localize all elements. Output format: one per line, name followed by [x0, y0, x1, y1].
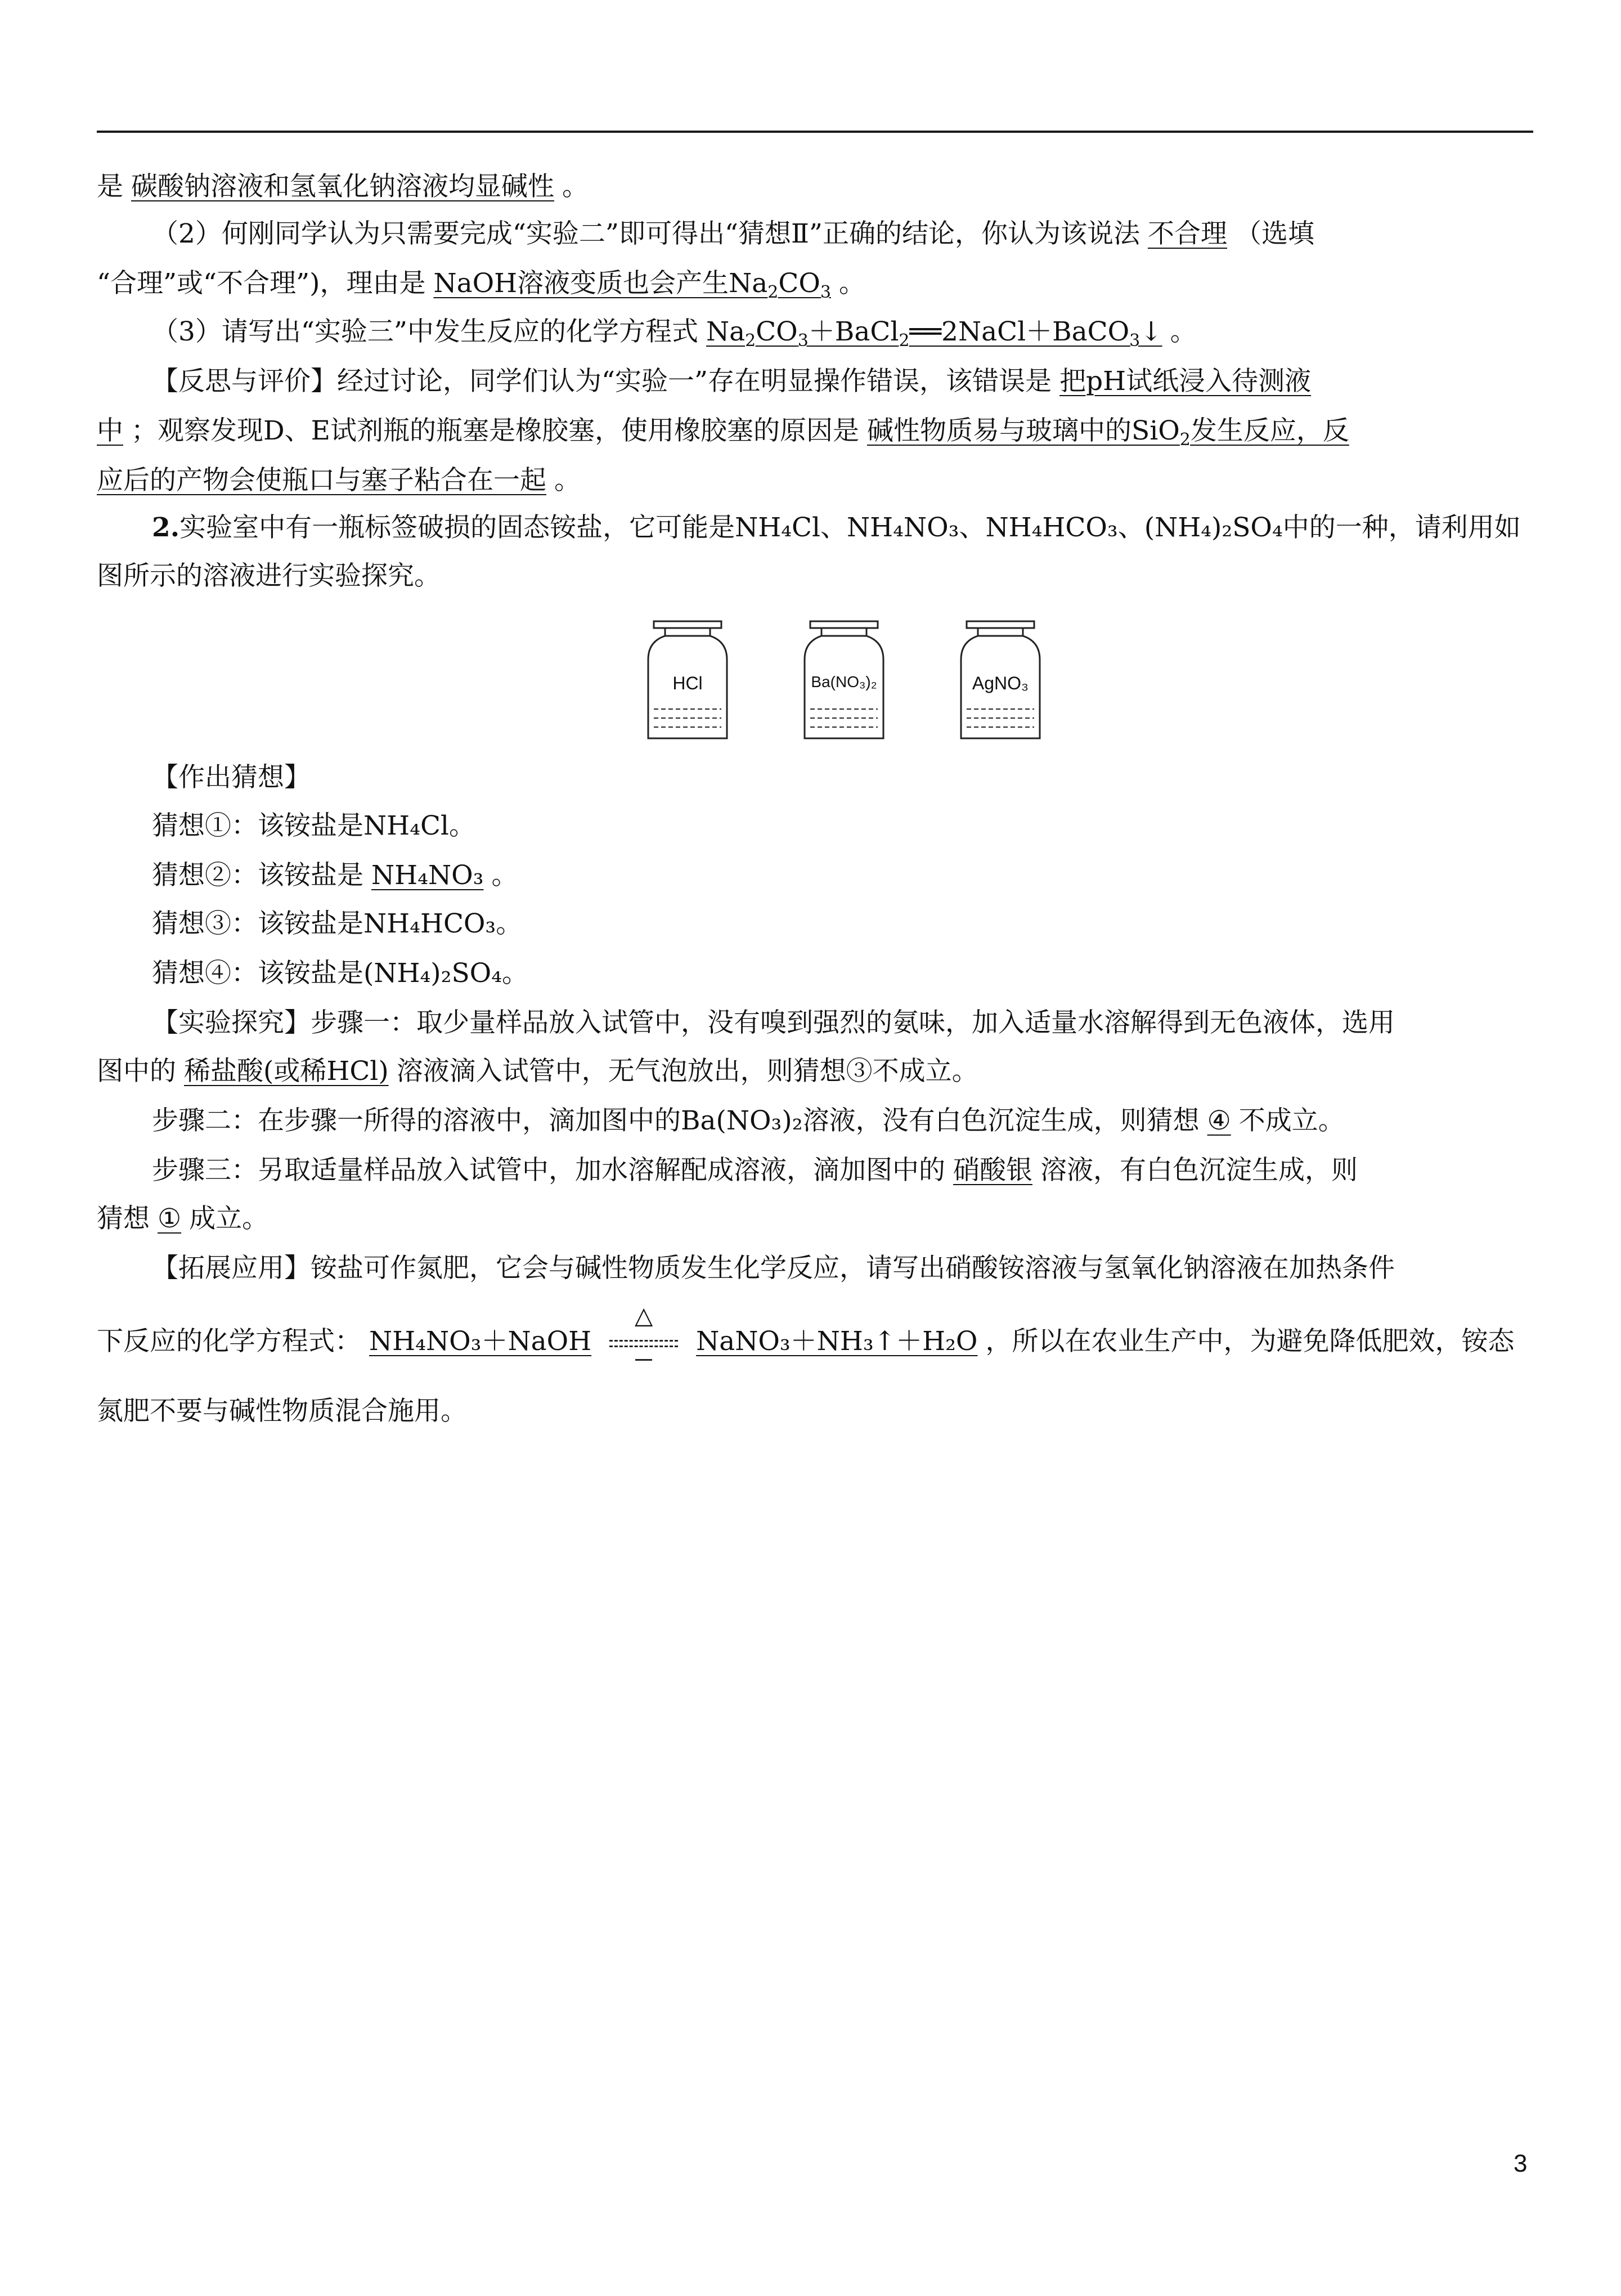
answer-blank: 硝酸银: [953, 1155, 1032, 1186]
answer-text: 碱性物质易与玻璃中的SiO: [867, 415, 1180, 446]
step-3: [152, 1153, 1533, 1189]
q1-line-3: [97, 266, 1533, 302]
guess-4: 猜想④：该铵盐是(NH₄)₂SO₄。: [152, 958, 529, 989]
heat-equals-sign: [607, 1302, 680, 1360]
text: （2）何刚同学认为只需要完成“实验二”即可得出“猜想Ⅱ”正确的结论，你认为该说法: [152, 218, 1140, 249]
subscript: 3: [797, 331, 809, 351]
answer-blank: ①: [158, 1203, 182, 1234]
text: 步骤三：另取适量样品放入试管中，加水溶解配成溶液，滴加图中的: [152, 1155, 945, 1186]
reagent-bottles-figure: [641, 619, 1047, 743]
answer-lhs: NH₄NO₃＋NaOH: [369, 1326, 592, 1357]
guess-1: 猜想①：该铵盐是NH₄Cl。: [152, 810, 475, 841]
q1-line-1: [97, 169, 1533, 205]
text: 。: [554, 465, 581, 496]
header-rule: [97, 131, 1533, 133]
equals-underline: [635, 1359, 652, 1361]
answer-blank: 稀盐酸(或稀HCl): [184, 1056, 389, 1087]
text: 猜想: [97, 1203, 150, 1234]
eq-part: ↓: [1140, 316, 1162, 347]
subscript: 3: [1129, 331, 1140, 351]
eq-part: ＋BaCl: [808, 316, 899, 347]
bottle-label: Ba(NO₃)₂: [811, 673, 877, 690]
answer-blank: 把pH试纸浸入待测液: [1059, 366, 1312, 397]
eq-part: CO: [756, 316, 798, 347]
extension-line-3: 氮肥不要与碱性物质混合施用。: [97, 1396, 467, 1427]
text: ，所以在农业生产中，为避免降低肥效，铵态: [985, 1326, 1515, 1357]
q2-line-1: [152, 510, 1533, 546]
eq-part: ══2NaCl＋BaCO: [909, 316, 1130, 347]
text: 溶液，有白色沉淀生成，则: [1040, 1155, 1358, 1186]
subscript: 2: [745, 331, 756, 351]
text: 实验室中有一瓶标签破损的固态铵盐，它可能是NH₄Cl、NH₄NO₃、NH₄HCO₃、(NH₄)₂SO₄中的一种，请利用如: [179, 512, 1521, 543]
text: 不成立。: [1238, 1105, 1345, 1136]
q1-line-5: [152, 364, 1533, 400]
answer-blank: [425, 268, 839, 302]
text: 步骤二：在步骤一所得的溶液中，滴加图中的Ba(NO₃)₂溶液，没有白色沉淀生成，则猜想: [152, 1105, 1200, 1136]
text: 是: [97, 171, 123, 202]
answer-text: 发生反应，反: [1190, 415, 1349, 446]
text: （3）请写出“实验三”中发生反应的化学方程式: [152, 316, 698, 347]
answer-blank: [859, 415, 1357, 450]
subscript: 2: [899, 331, 910, 351]
guess-2: [152, 858, 1533, 894]
reagent-bottle-hcl: [641, 619, 734, 743]
equals-line-bottom: [609, 1346, 678, 1347]
text: 猜想②：该铵盐是: [152, 860, 363, 891]
experiment-line-1: 【实验探究】步骤一：取少量样品放入试管中，没有嗅到强烈的氨味，加入适量水溶解得到无色液体，选用: [152, 1007, 1395, 1038]
text: 图中的: [97, 1056, 176, 1087]
experiment-line-2: [97, 1053, 1533, 1089]
text: 下反应的化学方程式：: [97, 1326, 361, 1357]
text: 成立。: [189, 1203, 269, 1234]
question-number: 2.: [152, 512, 180, 543]
q2-line-2: [97, 558, 1533, 594]
step-2: [152, 1103, 1533, 1139]
text: 。: [838, 268, 865, 299]
text: 【反思与评价】经过讨论，同学们认为“实验一”存在明显操作错误，该错误是: [152, 366, 1052, 397]
guess-3: 猜想③：该铵盐是NH₄HCO₃。: [152, 908, 523, 939]
subscript: 2: [767, 282, 779, 302]
q1-line-4: [152, 314, 1533, 350]
text: 。: [1170, 316, 1197, 347]
answer-rhs: NaNO₃＋NH₃↑＋H₂O: [696, 1326, 978, 1357]
q1-line-7: [97, 463, 1533, 499]
answer-blank: ④: [1207, 1105, 1231, 1136]
equals-line-top: [609, 1340, 678, 1342]
text: 溶液滴入试管中，无气泡放出，则猜想③不成立。: [396, 1056, 978, 1087]
text: 。: [491, 860, 518, 891]
text: ；观察发现D、E试剂瓶的瓶塞是橡胶塞，使用橡胶塞的原因是: [131, 415, 859, 446]
bottle-label: HCl: [672, 673, 703, 693]
answer-blank: 碳酸钠溶液和氢氧化钠溶液均显碱性: [131, 171, 554, 202]
reagent-bottle-agno3: [954, 619, 1047, 743]
answer-blank: 中: [97, 415, 123, 446]
answer-blank: 应后的产物会使瓶口与塞子粘合在一起: [97, 465, 546, 496]
step-3-line-2: [97, 1201, 1533, 1237]
answer-text: CO: [778, 268, 820, 299]
eq-part: Na: [706, 316, 746, 347]
answer-equation: [698, 316, 1170, 351]
subscript: 2: [1179, 430, 1191, 450]
extension-line-1: 【拓展应用】铵盐可作氮肥，它会与碱性物质发生化学反应，请写出硝酸铵溶液与氢氧化钠溶液在加热条件: [152, 1253, 1395, 1284]
extension-line-2: [97, 1302, 1533, 1360]
answer-text: NaOH溶液变质也会产生Na: [433, 268, 768, 299]
q1-line-6: [97, 413, 1533, 449]
text: 。: [562, 171, 589, 202]
reagent-bottle-bano3: [798, 619, 890, 743]
bottle-label: AgNO₃: [972, 673, 1029, 693]
subscript: 3: [820, 282, 831, 302]
guess-title: 【作出猜想】: [152, 762, 311, 793]
q1-line-2: [152, 216, 1533, 252]
answer-blank: NH₄NO₃: [371, 860, 484, 891]
page-number: 3: [1514, 2150, 1528, 2177]
heat-triangle-icon: △: [634, 1302, 653, 1329]
text: （选填: [1234, 218, 1314, 249]
text: “合理”或“不合理”)，理由是: [97, 268, 426, 299]
answer-blank: 不合理: [1147, 218, 1227, 249]
text: 图所示的溶液进行实验探究。: [97, 560, 441, 591]
